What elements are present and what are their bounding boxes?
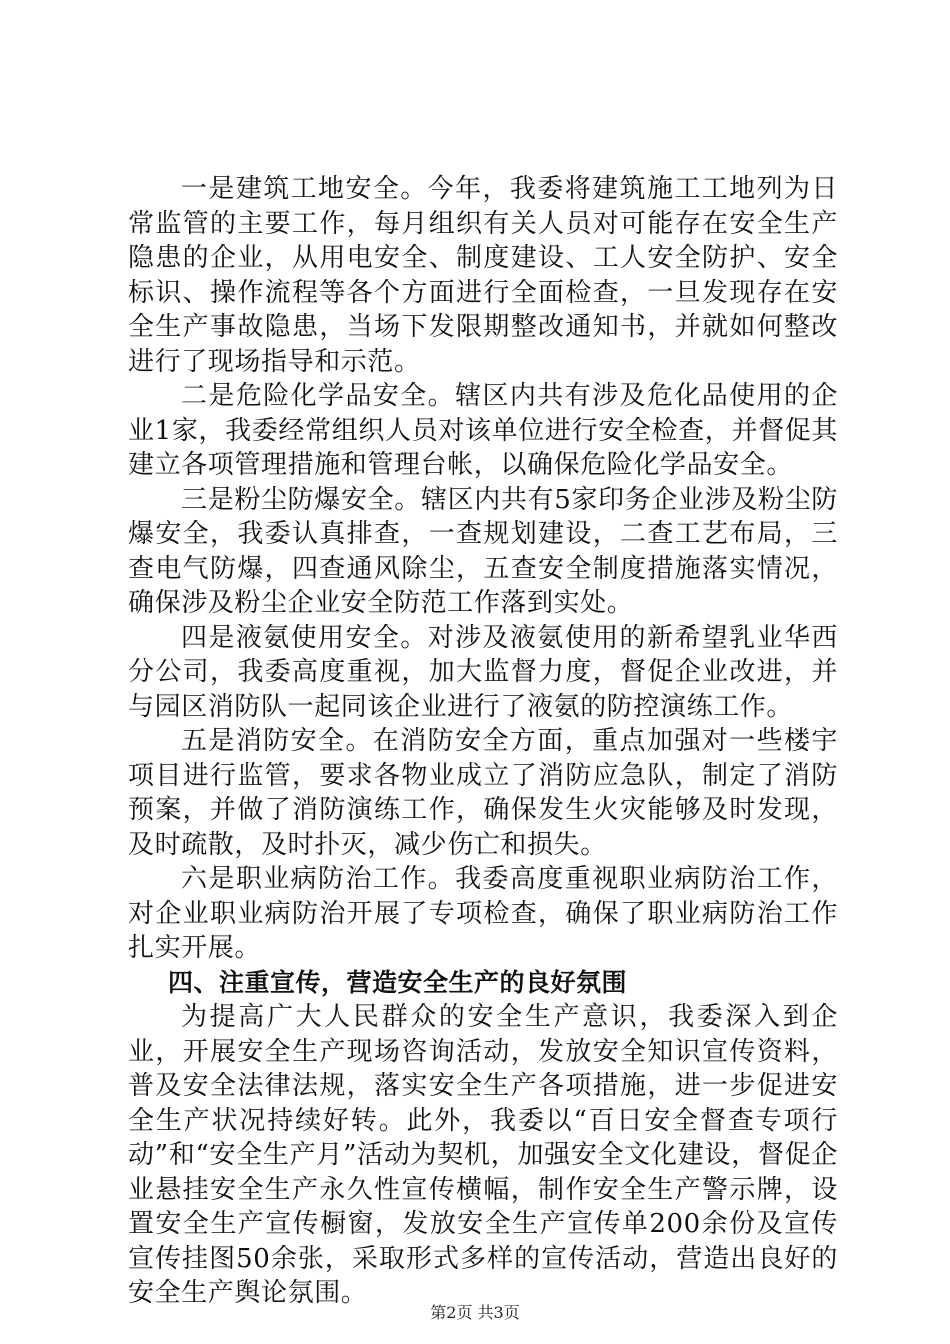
document-body xyxy=(128,172,838,1311)
paragraph-occupational-disease: 六是职业病防治工作。我委高度重视职业病防治工作，对企业职业病防治开展了专项检查，确保了职业病防治工作扎实开展。 xyxy=(128,864,838,963)
section-heading: 四、注重宣传，营造安全生产的良好氛围 xyxy=(168,967,628,997)
paragraph-fire-safety: 五是消防安全。在消防安全方面，重点加强对一些楼宇项目进行监管，要求各物业成立了消防应急队，制定了消防预案，并做了消防演练工作，确保发生火灾能够及时发现，及时疏散，及时扑灭，减少伤亡和损失。 xyxy=(128,726,838,860)
paragraph-construction-safety: 一是建筑工地安全。今年，我委将建筑施工工地列为日常监管的主要工作，每月组织有关人员对可能存在安全生产隐患的企业，从用电安全、制度建设、工人安全防护、安全标识、操作流程等各个方面进行全面检查，一旦发现存在安全生产事故隐患，当场下发限期整改通知书，并就如何整改进行了现场指导和示范。 xyxy=(128,174,838,377)
paragraph-liquid-ammonia: 四是液氨使用安全。对涉及液氨使用的新希望乳业华西分公司，我委高度重视，加大监督力度，督促企业改进，并与园区消防队一起同该企业进行了液氨的防控演练工作。 xyxy=(128,622,838,722)
page-number-footer: 第2页 共3页 xyxy=(430,1303,520,1322)
paragraph-dust-explosion: 三是粉尘防爆安全。辖区内共有5家印务企业涉及粉尘防爆安全，我委认真排查，一查规划建设，二查工艺布局，三查电气防爆，四查通风除尘，五查安全制度措施落实情况，确保涉及粉尘企业安全防范工作落到实处。 xyxy=(128,484,838,618)
paragraph-hazardous-chemicals: 二是危险化学品安全。辖区内共有涉及危化品使用的企业1家，我委经常组织人员对该单位进行安全检查，并督促其建立各项管理措施和管理台帐，以确保危险化学品安全。 xyxy=(128,381,838,480)
paragraph-publicity: 为提高广大人民群众的安全生产意识，我委深入到企业，开展安全生产现场咨询活动，发放安全知识宣传资料，普及安全法律法规，落实安全生产各项措施，进一步促进安全生产状况持续好转。此外，我委以“百日安全督查专项行动”和“安全生产月”活动为契机，加强安全文化建设，督促企业悬挂安全生产永久性宣传横幅，制作安全生产警示牌，设置安全生产宣传橱窗，发放安全生产宣传单200余份及宣传宣传挂图50余张，采取形式多样的宣传活动，营造出良好的安全生产舆论氛围。 xyxy=(128,1002,838,1308)
